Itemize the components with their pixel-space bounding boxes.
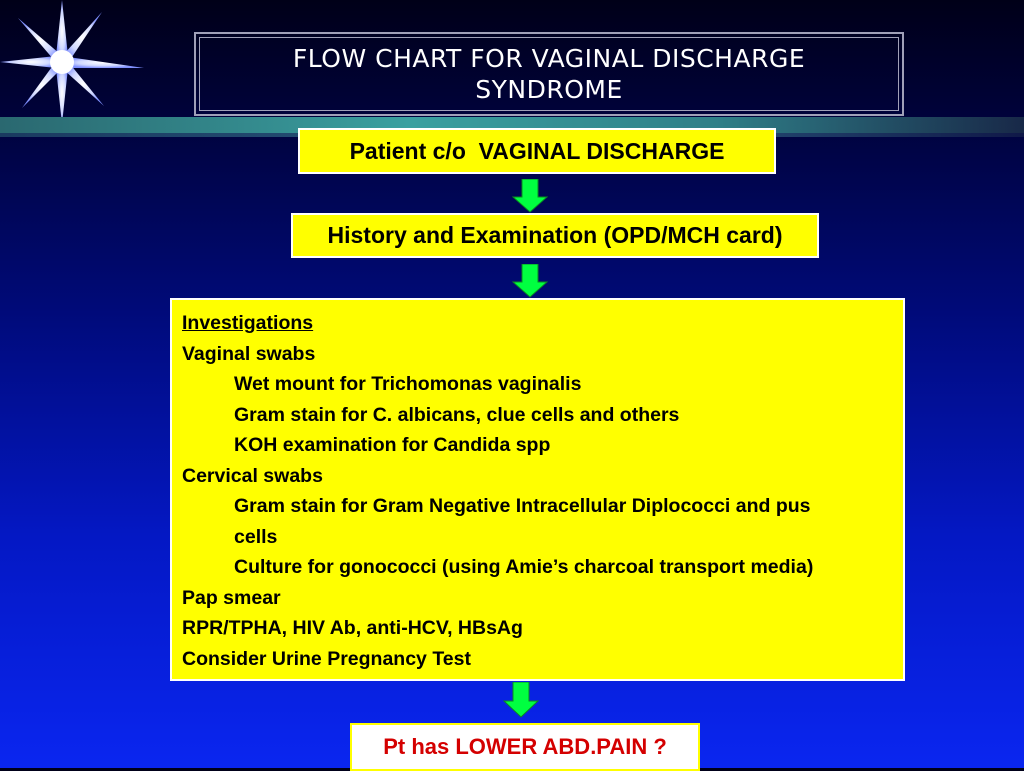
list-item: KOH examination for Candida spp: [234, 434, 551, 456]
list-item: Gram stain for Gram Negative Intracellular Diplococci and pus: [234, 495, 811, 517]
step-patient-complaint: Patient c/o VAGINAL DISCHARGE: [298, 128, 776, 174]
vaginal-swabs-label: Vaginal swabs: [182, 342, 316, 365]
star-burst-icon: [0, 0, 150, 130]
step-lower-abdominal-pain: Pt has LOWER ABD.PAIN ?: [350, 723, 700, 771]
page-title: FLOW CHART FOR VAGINAL DISCHARGE SYNDROME: [199, 37, 899, 111]
list-item: cells: [234, 525, 278, 548]
list-item: Gram stain for C. albicans, clue cells and others: [234, 403, 680, 426]
list-item: RPR/TPHA, HIV Ab, anti-HCV, HBsAg: [182, 617, 523, 639]
list-item: Consider Urine Pregnancy Test: [182, 647, 471, 670]
list-item: Culture for gonococci (using Amie’s charcoal transport media): [234, 556, 814, 578]
list-item: Wet mount for Trichomonas vaginalis: [234, 373, 582, 395]
down-arrow-icon: [512, 179, 548, 213]
investigations-heading: Investigations: [182, 312, 314, 334]
down-arrow-icon: [512, 264, 548, 298]
cervical-swabs-label: Cervical swabs: [182, 464, 323, 487]
investigations-box: [170, 298, 905, 681]
list-item: Pap smear: [182, 586, 281, 609]
title-frame: [194, 32, 904, 116]
down-arrow-icon: [503, 682, 539, 718]
step-history-examination: History and Examination (OPD/MCH card): [291, 213, 819, 258]
